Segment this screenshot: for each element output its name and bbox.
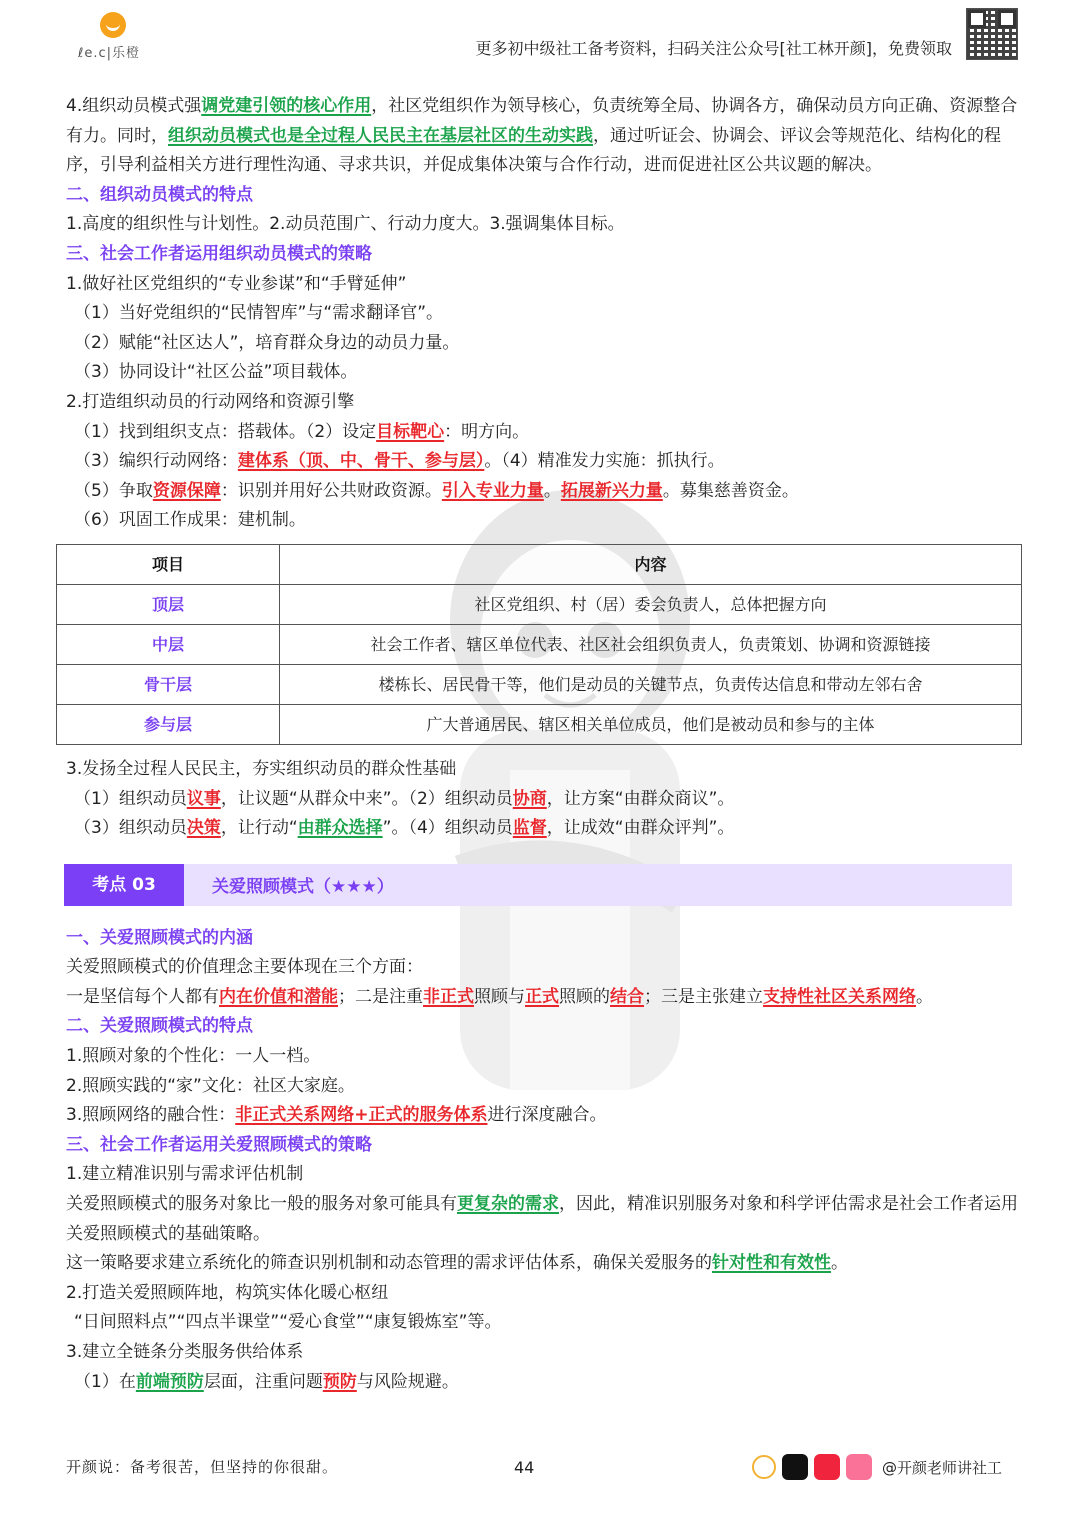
heading-features: 二、组织动员模式的特点: [66, 184, 253, 205]
care-feature-3: 3.照顾网络的融合性：非正式关系网络+正式的服务体系进行深度融合。: [66, 1105, 607, 1126]
strategy-1-2: （2）赋能“社区达人”，培育群众身边的动员力量。: [74, 332, 460, 353]
strategy-1-1: （1）当好党组织的“民情智库”与“需求翻译官”。: [74, 303, 444, 324]
heading-strategy: 三、社会工作者运用组织动员模式的策略: [66, 243, 372, 264]
care-heading-3: 三、社会工作者运用关爱照顾模式的策略: [66, 1134, 372, 1155]
table-row: 参与层 广大普通居民、辖区相关单位成员，他们是被动员和参与的主体: [57, 704, 1022, 744]
strategy-2-d: （6）巩固工作成果：建机制。: [74, 510, 306, 531]
xiaohongshu-icon[interactable]: [814, 1454, 840, 1480]
strategy-1-3: （3）协同设计“社区公益”项目载体。: [74, 362, 358, 383]
table-header-content: 内容: [280, 544, 1022, 584]
strategy-3: 3.发扬全过程人民民主，夯实组织动员的群众性基础: [66, 758, 457, 779]
care-strategy-2: 2.打造关爱照顾阵地，构筑实体化暖心枢纽: [66, 1282, 389, 1303]
logo-text: ℓe.c|乐橙: [78, 46, 141, 61]
table-row: 骨干层 楼栋长、居民骨干等，他们是动员的关键节点，负责传达信息和带动左邻右舍: [57, 664, 1022, 704]
strategy-3-a: （1）组织动员议事，让议题“从群众中来”。（2）组织动员协商，让方案“由群众商议”。: [74, 788, 735, 809]
features-text: 1.高度的组织性与计划性。2.动员范围广、行动力度大。3.强调集体目标。: [66, 214, 625, 235]
care-strategy-1: 1.建立精准识别与需求评估机制: [66, 1164, 304, 1185]
care-strategy-1-para: 关爱照顾模式的服务对象比一般的服务对象可能具有更复杂的需求，因此，精准识别服务对象和科学评估需求是社会工作者运用关爱照顾模式的基础策略。: [66, 1194, 1018, 1244]
logo-icon: [100, 12, 126, 38]
social-links: [752, 1450, 1002, 1484]
kaodian-tag: 考点 03: [64, 864, 184, 906]
care-heading-2: 二、关爱照顾模式的特点: [66, 1016, 253, 1037]
paragraph-4: 4.组织动员模式强调党建引领的核心作用，社区党组织作为领导核心，负责统筹全局、协调各方，确保动员方向正确、资源整合有力。同时，组织动员模式也是全过程人民民主在基层社区的生动实践，通过听证会、协调会、评议会等规范化、结构化的程序，引导利益相关方进行理性沟通、寻求共识，并促成集体决策与合作行动，进而促进社区公共议题的解决。: [66, 96, 1018, 176]
care-feature-1: 1.照顾对象的个性化：一人一档。: [66, 1046, 321, 1067]
header-note: 更多初中级社工备考资料，扫码关注公众号[社工林开颜]，免费领取: [475, 39, 952, 58]
logo: [78, 12, 168, 62]
footer-quote: 开颜说：备考很苦，但坚持的你很甜。: [66, 1458, 339, 1476]
social-handle: @开颜老师讲社工: [882, 1458, 1003, 1477]
page-footer: [0, 1440, 1080, 1490]
strategy-3-b: （3）组织动员决策，让行动“由群众选择”。（4）组织动员监督，让成效“由群众评判”。: [74, 818, 735, 839]
care-strategy-3-1: （1）在前端预防层面，注重问题预防与风险规避。: [74, 1371, 459, 1392]
care-strategy-2-para: “日间照料点”“四点半课堂”“爱心食堂”“康复锻炼室”等。: [74, 1312, 502, 1333]
page-header: [0, 0, 1080, 90]
care-para-2: 一是坚信每个人都有内在价值和潜能；二是注重非正式照顾与正式照顾的结合；三是主张建立支持性社区关系网络。: [66, 986, 933, 1007]
wechat-icon[interactable]: [752, 1455, 776, 1479]
care-strategy-1-para-2: 这一策略要求建立系统化的筛查识别机制和动态管理的需求评估体系，确保关爱服务的针对性和有效性。: [66, 1253, 848, 1274]
strategy-2-a: （1）找到组织支点：搭载体。（2）设定目标靶心：明方向。: [74, 421, 530, 442]
strategy-2: 2.打造组织动员的行动网络和资源引擎: [66, 391, 355, 412]
page-number: 44: [514, 1458, 535, 1477]
strategy-1: 1.做好社区党组织的“专业参谋”和“手臂延伸”: [66, 273, 407, 294]
care-feature-2: 2.照顾实践的“家”文化：社区大家庭。: [66, 1075, 355, 1096]
qr-code-icon: [966, 8, 1018, 60]
kaodian-title: 关爱照顾模式（★★★）: [212, 876, 394, 897]
table-header-row: [57, 544, 1022, 584]
care-strategy-3: 3.建立全链条分类服务供给体系: [66, 1342, 304, 1362]
strategy-2-c: （5）争取资源保障：识别并用好公共财政资源。引入专业力量。拓展新兴力量。募集慈善资金。: [74, 480, 799, 501]
levels-table: [56, 544, 1022, 745]
douyin-icon[interactable]: [782, 1454, 808, 1480]
kaodian-banner: [64, 864, 1012, 906]
care-heading-1: 一、关爱照顾模式的内涵: [66, 927, 253, 948]
strategy-2-b: （3）编织行动网络：建体系（顶、中、骨干、参与层）。（4）精准发力实施：抓执行。: [74, 451, 725, 472]
bilibili-icon[interactable]: [846, 1454, 872, 1480]
table-row: 顶层 社区党组织、村（居）委会负责人，总体把握方向: [57, 584, 1022, 624]
table-header-item: 项目: [57, 544, 280, 584]
table-row: 中层 社会工作者、辖区单位代表、社区社会组织负责人，负责策划、协调和资源链接: [57, 624, 1022, 664]
page-content: [66, 92, 1026, 1397]
care-para-1: 关爱照顾模式的价值理念主要体现在三个方面：: [66, 957, 423, 978]
